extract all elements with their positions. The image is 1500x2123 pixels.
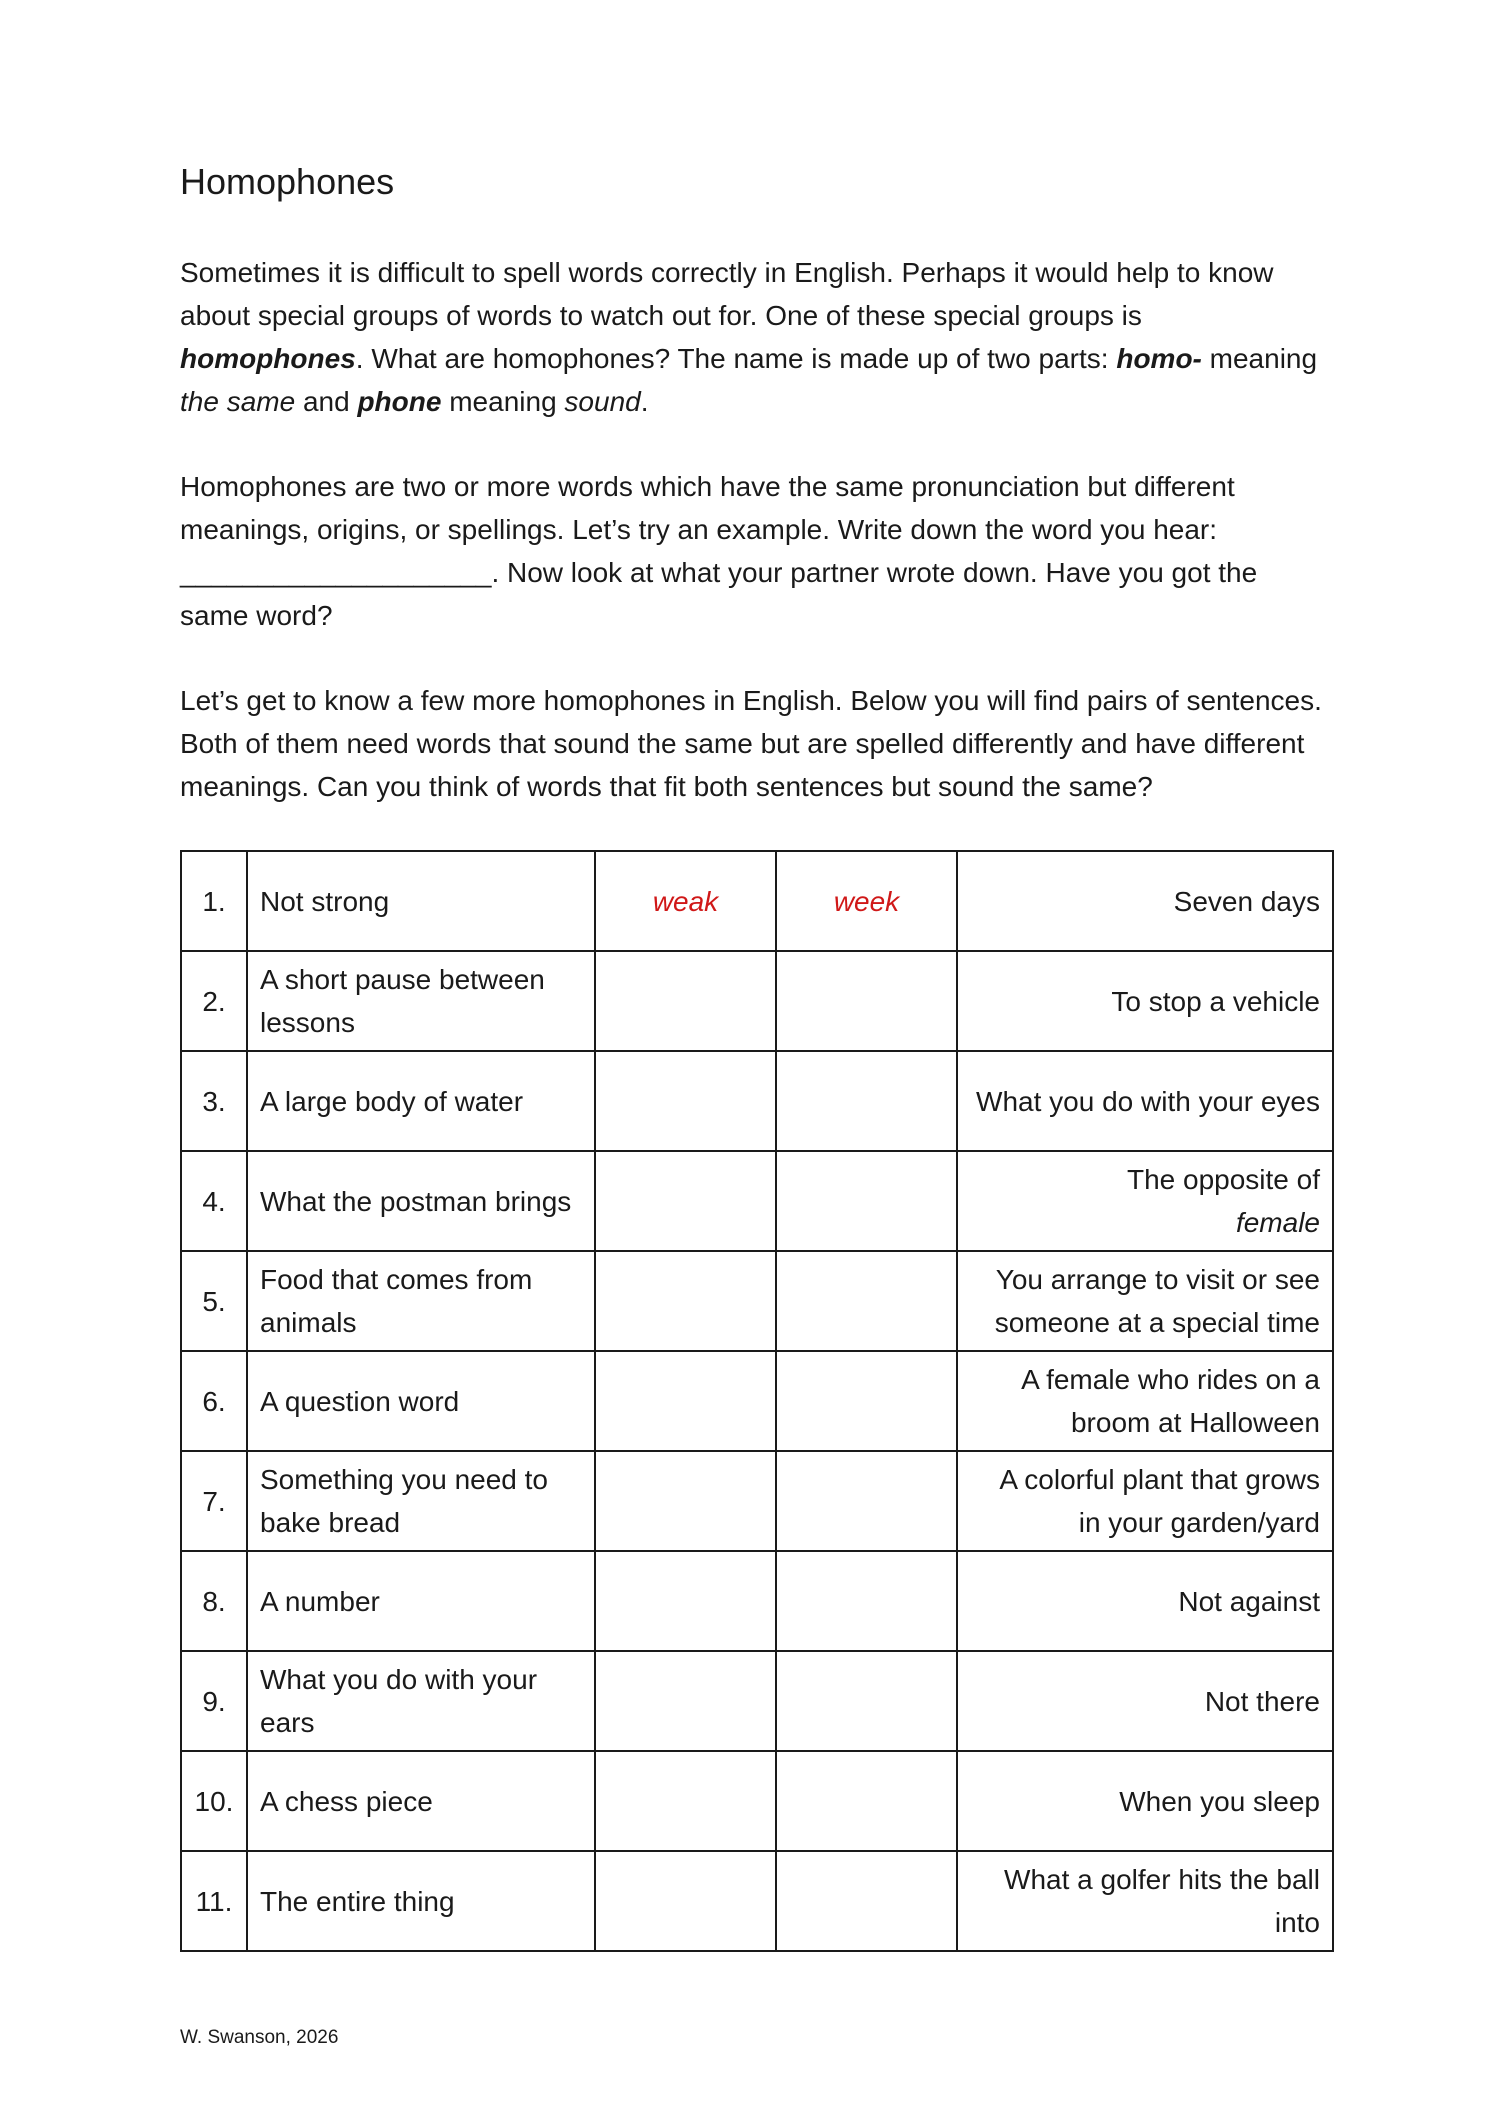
instructions-paragraph: Let’s get to know a few more homophones in English. Below you will find pairs of sentences. Both of them need words that sound the same but are spelled differently and have different meanings. Can you think of words that fit both sentences but sound the same? <box>180 685 1322 803</box>
row-number: 6. <box>181 1351 247 1451</box>
answer-cell-1[interactable] <box>595 1551 776 1651</box>
answer-cell-1[interactable] <box>595 951 776 1051</box>
clue-left: A short pause between lessons <box>247 951 595 1051</box>
answer-cell-2[interactable] <box>776 1351 957 1451</box>
clue-left: A large body of water <box>247 1051 595 1151</box>
table-row <box>181 1651 1333 1751</box>
answer-cell-1[interactable]: weak <box>595 851 776 951</box>
answer-cell-2[interactable] <box>776 1451 957 1551</box>
intro-paragraph <box>180 251 1330 423</box>
term-homophones: homophones <box>180 343 356 375</box>
clue-right-emphasis: female <box>1235 1207 1320 1239</box>
term-the-same: the same <box>180 386 296 418</box>
answer-cell-1[interactable] <box>595 1651 776 1751</box>
table-row <box>181 1751 1333 1851</box>
clue-right-text: The opposite of <box>1126 1164 1320 1196</box>
table-row <box>181 1151 1333 1251</box>
answer-cell-2[interactable] <box>776 951 957 1051</box>
clue-left: A question word <box>247 1351 595 1451</box>
clue-right: What you do with your eyes <box>957 1051 1333 1151</box>
term-sound: sound <box>564 386 641 418</box>
answer-cell-1[interactable] <box>595 1751 776 1851</box>
row-number: 3. <box>181 1051 247 1151</box>
clue-left: A number <box>247 1551 595 1651</box>
clue-right: When you sleep <box>957 1751 1333 1851</box>
term-homo: homo- <box>1116 343 1202 375</box>
clue-right: Seven days <box>957 851 1333 951</box>
clue-right: What a golfer hits the ball into <box>957 1851 1333 1951</box>
clue-right: Not there <box>957 1651 1333 1751</box>
answer-cell-2[interactable] <box>776 1051 957 1151</box>
table-row <box>181 851 1333 951</box>
clue-right: A female who rides on a broom at Halloween <box>957 1351 1333 1451</box>
row-number: 10. <box>181 1751 247 1851</box>
answer-cell-1[interactable] <box>595 1251 776 1351</box>
table-row <box>181 1451 1333 1551</box>
table-row <box>181 951 1333 1051</box>
footer-credit: W. Swanson, 2026 <box>180 2027 339 2048</box>
intro-text: Sometimes it is difficult to spell words correctly in English. Perhaps it would help to know about special groups of words to watch out for. One of these special groups is <box>180 257 1274 332</box>
table-row <box>181 1851 1333 1951</box>
answer-cell-2[interactable]: week <box>776 851 957 951</box>
definition-text: Homophones are two or more words which have the same pronunciation but different meanings, origins, or spellings. Let’s try an example. Write down the word you hear: <box>180 471 1235 546</box>
clue-left: Food that comes from animals <box>247 1251 595 1351</box>
definition-paragraph <box>180 465 1330 637</box>
row-number: 9. <box>181 1651 247 1751</box>
clue-right: You arrange to visit or see someone at a special time <box>957 1251 1333 1351</box>
answer-cell-1[interactable] <box>595 1351 776 1451</box>
homophones-table <box>180 850 1334 1952</box>
clue-left: What the postman brings <box>247 1151 595 1251</box>
table-row <box>181 1551 1333 1651</box>
answer-cell-2[interactable] <box>776 1251 957 1351</box>
table-row <box>181 1351 1333 1451</box>
worksheet <box>180 160 1330 1952</box>
row-number: 8. <box>181 1551 247 1651</box>
clue-right <box>957 1151 1333 1251</box>
intro-text: meaning <box>1201 343 1318 375</box>
row-number: 5. <box>181 1251 247 1351</box>
clue-left: The entire thing <box>247 1851 595 1951</box>
row-number: 11. <box>181 1851 247 1951</box>
clue-right: Not against <box>957 1551 1333 1651</box>
answer-cell-1[interactable] <box>595 1851 776 1951</box>
clue-left: Something you need to bake bread <box>247 1451 595 1551</box>
row-number: 2. <box>181 951 247 1051</box>
intro-text: meaning <box>441 386 565 418</box>
answer-cell-1[interactable] <box>595 1151 776 1251</box>
clue-right: A colorful plant that grows in your garden/yard <box>957 1451 1333 1551</box>
table-row <box>181 1251 1333 1351</box>
intro-text: . <box>640 386 649 418</box>
answer-cell-2[interactable] <box>776 1751 957 1851</box>
answer-cell-2[interactable] <box>776 1651 957 1751</box>
clue-left: Not strong <box>247 851 595 951</box>
answer-cell-1[interactable] <box>595 1451 776 1551</box>
page-title: Homophones <box>180 161 395 202</box>
row-number: 7. <box>181 1451 247 1551</box>
clue-left: A chess piece <box>247 1751 595 1851</box>
answer-blank[interactable]: ____________________ <box>180 557 492 589</box>
term-phone: phone <box>357 386 442 418</box>
row-number: 1. <box>181 851 247 951</box>
answer-cell-2[interactable] <box>776 1151 957 1251</box>
intro-text: and <box>295 386 358 418</box>
answer-cell-1[interactable] <box>595 1051 776 1151</box>
table-row <box>181 1051 1333 1151</box>
clue-right: To stop a vehicle <box>957 951 1333 1051</box>
definition-text: . Now look at what your partner wrote down. Have you got the same word? <box>180 557 1258 632</box>
clue-left: What you do with your ears <box>247 1651 595 1751</box>
answer-cell-2[interactable] <box>776 1851 957 1951</box>
intro-text: . What are homophones? The name is made up of two parts: <box>355 343 1117 375</box>
answer-cell-2[interactable] <box>776 1551 957 1651</box>
row-number: 4. <box>181 1151 247 1251</box>
